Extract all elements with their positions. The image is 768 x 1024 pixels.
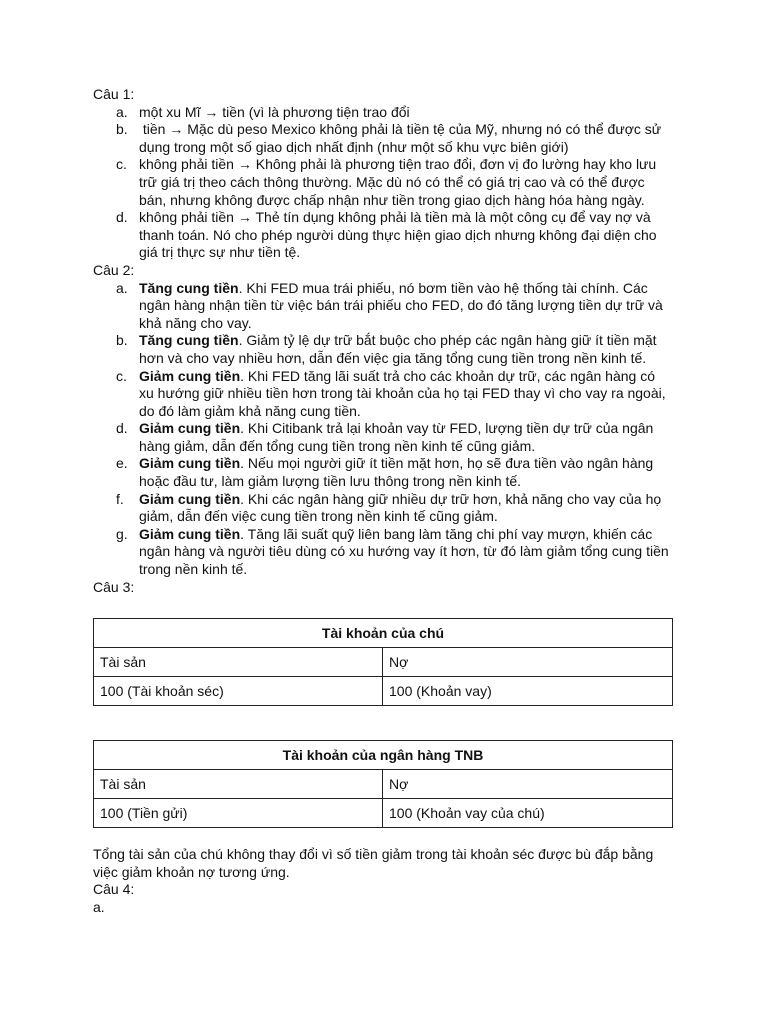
answer-keyword: Tăng cung tiền bbox=[139, 332, 239, 349]
answer-text: . Giảm tỷ lệ dự trữ bắt buộc cho phép các ngân hàng giữ ít tiền mặt hơn và cho vay nhiều hơn, dẫn đến việc gia tăng tổng cung tiền trong nền kinh tế. bbox=[139, 332, 657, 366]
table-row bbox=[94, 799, 673, 828]
list-marker: a. bbox=[116, 279, 128, 296]
list-marker: b. bbox=[116, 332, 128, 349]
list-item bbox=[116, 103, 673, 122]
liabilities-value: 100 (Khoản vay của chú) bbox=[383, 799, 673, 828]
list-item bbox=[116, 279, 673, 333]
answer-keyword: Giảm cung tiền bbox=[139, 420, 241, 437]
question-1-list bbox=[93, 104, 673, 262]
list-marker: b. bbox=[116, 121, 128, 138]
answer-keyword: Giảm cung tiền bbox=[139, 367, 241, 384]
liabilities-header: Nợ bbox=[383, 770, 673, 799]
answer-text: . Khi Citibank trả lại khoản vay từ FED, lượng tiền dự trữ của ngân hàng giảm, dẫn đến tổng cung tiền trong nền kinh tế cũng giảm. bbox=[139, 420, 654, 454]
assets-value: 100 (Tiền gửi) bbox=[94, 799, 383, 828]
answer-text: không phải tiền → Thẻ tín dụng không phải là tiền mà là một công cụ để vay nợ và thanh toán. Nó cho phép người dùng thực hiện giao dịch nhưng không đại diện cho giá trị thực sự như tiền tệ. bbox=[139, 209, 657, 261]
bank-account-table bbox=[93, 740, 673, 828]
answer-text: không phải tiền → Không phải là phương tiện trao đổi, đơn vị đo lường hay kho lưu trữ giá trị theo cách thông thường. Mặc dù nó có thể có giá trị cao và có thể được bán, nhưng không được chấp nhận như tiền trong giao dịch hàng hóa hàng ngày. bbox=[139, 156, 657, 208]
answer-text: . Khi FED mua trái phiếu, nó bơm tiền vào hệ thống tài chính. Các ngân hàng nhận tiền từ việc bán trái phiếu cho FED, do đó tăng lượng tiền dự trữ và khả năng cho vay. bbox=[139, 279, 663, 331]
liabilities-value: 100 (Khoản vay) bbox=[383, 677, 673, 706]
table-row bbox=[94, 770, 673, 799]
list-item bbox=[116, 121, 673, 156]
answer-keyword: Tăng cung tiền bbox=[139, 279, 239, 296]
question-3-conclusion-block bbox=[93, 846, 673, 916]
answer-text: . Tăng lãi suất quỹ liên bang làm tăng chi phí vay mượn, khiến các ngân hàng và người tiêu dùng có xu hướng vay ít hơn, từ đó làm giảm tổng cung tiền trong nền kinh tế. bbox=[139, 525, 669, 578]
list-item bbox=[116, 332, 673, 367]
list-item bbox=[116, 490, 673, 526]
list-marker: d. bbox=[116, 209, 128, 226]
answer-text: . Khi các ngân hàng giữ nhiều dự trữ hơn, khả năng cho vay của họ giảm, dẫn đến việc cung tiền trong nền kinh tế cũng giảm. bbox=[139, 490, 662, 525]
answer-text: một xu Mĩ → tiền (vì là phương tiện trao đổi bbox=[139, 103, 410, 120]
assets-header: Tài sản bbox=[94, 648, 383, 677]
assets-value: 100 (Tài khoản séc) bbox=[94, 677, 383, 706]
list-marker: a. bbox=[116, 103, 128, 120]
list-item bbox=[116, 525, 673, 579]
question-2-list bbox=[93, 280, 673, 579]
question-1-label: Câu 1: bbox=[93, 86, 135, 102]
list-marker: c. bbox=[116, 156, 127, 173]
list-item bbox=[116, 455, 673, 490]
liabilities-header: Nợ bbox=[383, 648, 673, 677]
list-marker: f. bbox=[116, 490, 124, 507]
table-row bbox=[94, 648, 673, 677]
answer-text: . Khi FED tăng lãi suất trả cho các khoản dự trữ, các ngân hàng có xu hướng giữ nhiều tiền hơn trong tài khoản của họ tại FED thay vì cho vay ra ngoài, do đó làm giảm khả năng cung tiền. bbox=[139, 367, 666, 419]
answer-text: tiền → Mặc dù peso Mexico không phải là tiền tệ của Mỹ, nhưng nó có thể được sử dụng trong một số giao dịch nhất định (như một số khu vực biên giới) bbox=[139, 121, 666, 155]
list-marker: c. bbox=[116, 367, 127, 384]
table-header-row bbox=[94, 741, 673, 770]
table-header-row bbox=[94, 619, 673, 648]
list-item bbox=[116, 209, 673, 262]
question-4-item-marker: a. bbox=[93, 898, 105, 915]
list-item bbox=[116, 156, 673, 209]
conclusion-text: Tổng tài sản của chú không thay đổi vì số tiền giảm trong tài khoản séc được bù đắp bằng việc giảm khoản nợ tương ứng. bbox=[93, 846, 654, 880]
answer-text: . Nếu mọi người giữ ít tiền mặt hơn, họ sẽ đưa tiền vào ngân hàng hoặc đầu tư, làm giảm lượng tiền lưu thông trong nền kinh tế. bbox=[139, 455, 654, 490]
answer-keyword: Giảm cung tiền bbox=[139, 525, 241, 542]
list-item bbox=[116, 420, 673, 455]
document-body bbox=[93, 86, 673, 596]
list-marker: e. bbox=[116, 455, 128, 472]
question-4-label: Câu 4: bbox=[93, 881, 135, 898]
answer-keyword: Giảm cung tiền bbox=[139, 455, 241, 472]
answer-keyword: Giảm cung tiền bbox=[139, 490, 241, 507]
table-title: Tài khoản của ngân hàng TNB bbox=[94, 741, 673, 770]
question-3-label: Câu 3: bbox=[93, 578, 135, 595]
question-2-label: Câu 2: bbox=[93, 261, 135, 278]
assets-header: Tài sản bbox=[94, 770, 383, 799]
list-marker: d. bbox=[116, 420, 128, 437]
list-item bbox=[116, 367, 673, 421]
uncle-account-table bbox=[93, 618, 673, 706]
table-row bbox=[94, 677, 673, 706]
table-title: Tài khoản của chú bbox=[94, 619, 673, 648]
list-marker: g. bbox=[116, 525, 128, 542]
